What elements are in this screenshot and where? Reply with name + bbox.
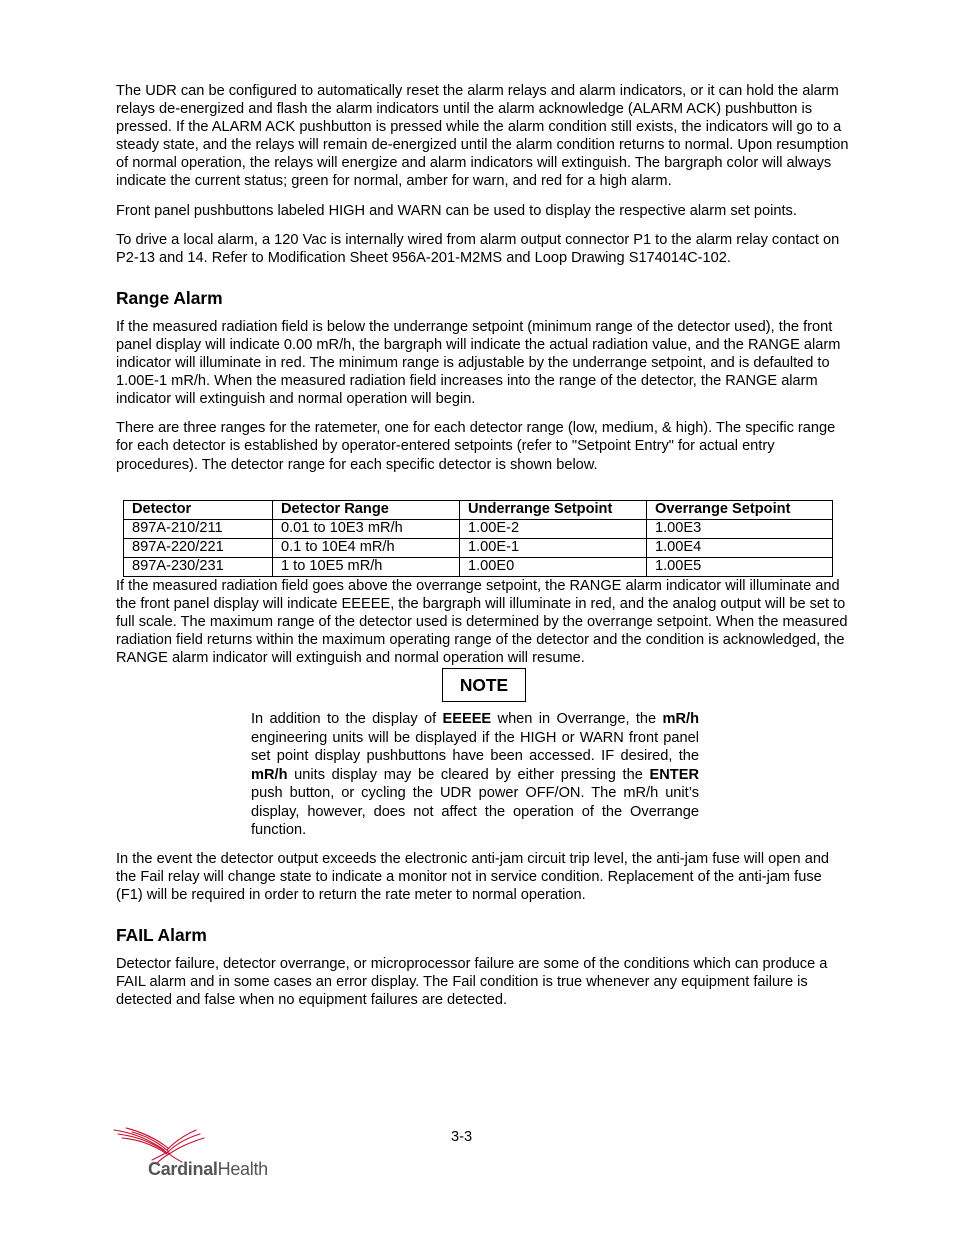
- note-text-part: push button, or cycling the UDR power OFF/ON. The mR/h unit’s display, however, does not affect the operation of the Overrange function.: [251, 785, 699, 839]
- note-label-box: NOTE: [442, 668, 526, 702]
- note-text-part: engineering units will be displayed if the HIGH or WARN front panel set point display pushbuttons have been accessed. IF desired, the: [251, 729, 699, 765]
- table-header-cell: Detector Range: [273, 500, 460, 519]
- intro-paragraph-1: The UDR can be configured to automatically reset the alarm relays and alarm indicators, or it can hold the alarm relays de-energized and flash the alarm indicators until the alarm acknowledge (ALARM ACK) pushbutton is pressed. If the ALARM ACK pushbutton is pressed while the alarm condition still exists, the indicators will go to a steady state, and the relays will remain de-energized until the alarm condition returns to normal. Upon resumption of normal operation, the relays will energize and alarm indicators will extinguish. The bargraph color will always indicate the current status; green for normal, amber for warn, and red for a high alarm.: [116, 83, 849, 190]
- intro-paragraph-3: To drive a local alarm, a 120 Vac is internally wired from alarm output connector P1 to the alarm relay contact on P2-13 and 14. Refer to Modification Sheet 956A-201-M2MS and Loop Drawing S174014C-102.: [116, 231, 840, 266]
- note-header: [116, 668, 852, 704]
- range-alarm-paragraph-2: There are three ranges for the ratemeter, one for each detector range (low, medium, & high). The specific range for each detector is established by operator-entered setpoints (refer to "Setpoint Entry" for actual entry procedures). The detector range for each specific detector is shown below.: [116, 420, 836, 473]
- note-bold-units: mR/h: [662, 711, 699, 728]
- cardinal-health-logo: [112, 1126, 272, 1186]
- fail-alarm-paragraph-1: Detector failure, detector overrange, or microprocessor failure are some of the conditions which can produce a FAIL alarm and in some cases an error display. The Fail condition is true whenever any equipment failure is detected and false when no equipment failures are detected.: [116, 955, 828, 1009]
- logo-wordmark-bold: Cardinal: [148, 1159, 218, 1179]
- table-cell: 1.00E-1: [460, 538, 647, 557]
- table-cell: 1.00E4: [647, 538, 833, 557]
- note-text: [251, 710, 699, 840]
- table-cell: 1.00E0: [460, 557, 647, 576]
- table-row: [124, 557, 833, 576]
- range-alarm-heading: Range Alarm: [116, 287, 223, 308]
- table-cell: 0.1 to 10E4 mR/h: [273, 538, 460, 557]
- page-content: [116, 82, 852, 1020]
- table-cell: 897A-230/231: [124, 557, 273, 576]
- table-header-row: [124, 500, 833, 519]
- note-text-part: In addition to the display of: [251, 711, 443, 728]
- intro-paragraph-2: Front panel pushbuttons labeled HIGH and WARN can be used to display the respective alarm set points.: [116, 202, 797, 219]
- detector-range-table: [123, 500, 833, 577]
- table-cell: 1.00E3: [647, 519, 833, 538]
- table-header-cell: Underrange Setpoint: [460, 500, 647, 519]
- table-header-cell: Detector: [124, 500, 273, 519]
- note-text-part: when in Overrange, the: [491, 711, 663, 728]
- range-alarm-paragraph-4: In the event the detector output exceeds the electronic anti-jam circuit trip level, the anti-jam fuse will open and the Fail relay will change state to indicate a monitor not in service condition. Replacement of the anti-jam fuse (F1) will be required in order to return the rate meter to normal operation.: [116, 850, 830, 903]
- table-row: [124, 538, 833, 557]
- table-cell: 897A-210/211: [124, 519, 273, 538]
- note-text-part: units display may be cleared by either pressing the: [287, 766, 650, 783]
- logo-wordmark: [148, 1159, 268, 1180]
- table-cell: 1 to 10E5 mR/h: [273, 557, 460, 576]
- table-header-cell: Overrange Setpoint: [647, 500, 833, 519]
- note-bold-eeeee: EEEEE: [442, 711, 492, 728]
- range-alarm-paragraph-1: If the measured radiation field is below the underrange setpoint (minimum range of the detector used), the front panel display will indicate 0.00 mR/h, the bargraph will indicate the actual radiation value, and the RANGE alarm indicator will illuminate in red. The minimum range is adjustable by the underrange setpoint, and is defaulted to 1.00E-1 mR/h. When the measured radiation field increases into the range of the detector, the RANGE alarm indicator will extinguish and normal operation will begin.: [116, 318, 841, 408]
- logo-wordmark-light: Health: [217, 1159, 268, 1179]
- table-row: [124, 519, 833, 538]
- table-cell: 0.01 to 10E3 mR/h: [273, 519, 460, 538]
- page-number: 3-3: [451, 1129, 473, 1145]
- range-alarm-paragraph-3: If the measured radiation field goes above the overrange setpoint, the RANGE alarm indicator will illuminate and the front panel display will indicate EEEEE, the bargraph will illuminate in red, and the analog output will be set to full scale. The maximum range of the detector used is determined by the overrange setpoint. When the measured radiation field returns within the maximum operating range of the detector and the condition is acknowledged, the RANGE alarm indicator will extinguish and normal operation will resume.: [116, 577, 848, 666]
- table-cell: 897A-220/221: [124, 538, 273, 557]
- note-bold-units: mR/h: [251, 766, 288, 783]
- table-cell: 1.00E5: [647, 557, 833, 576]
- note-bold-enter: ENTER: [649, 766, 699, 783]
- fail-alarm-heading: FAIL Alarm: [116, 924, 207, 945]
- table-cell: 1.00E-2: [460, 519, 647, 538]
